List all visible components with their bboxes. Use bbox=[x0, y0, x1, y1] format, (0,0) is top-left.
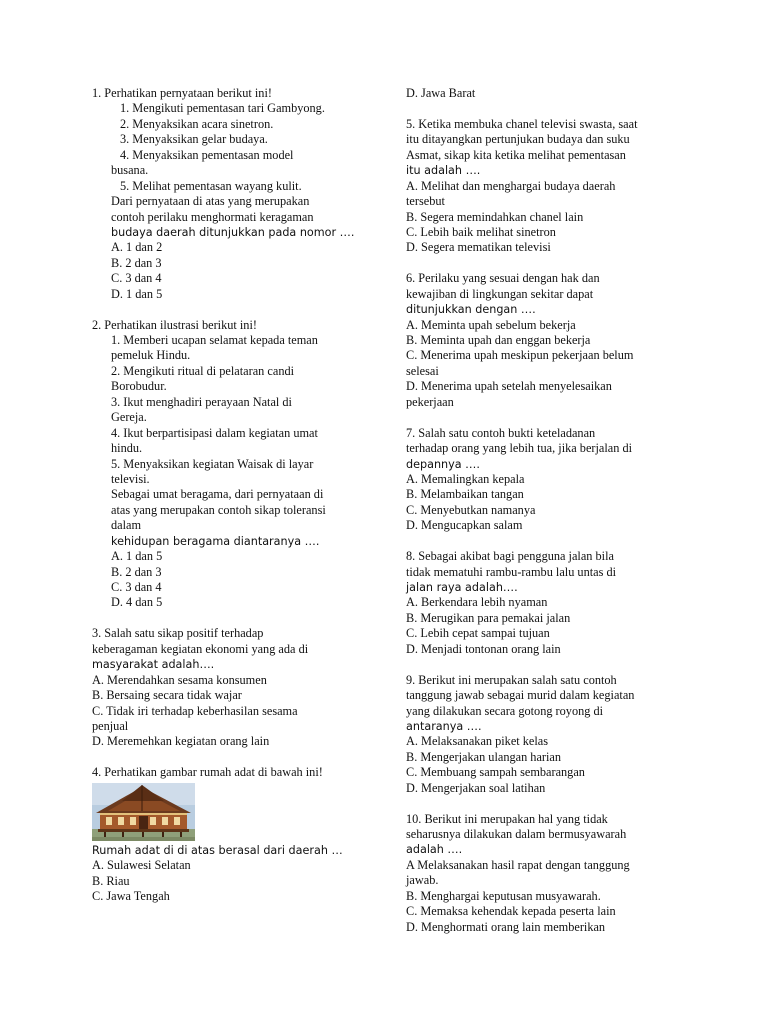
line-gap bbox=[92, 302, 392, 317]
text-line: B. Menghargai keputusan musyawarah. bbox=[406, 888, 601, 903]
text-line: B. Bersaing secara tidak wajar bbox=[92, 688, 242, 703]
text-line: hindu. bbox=[111, 441, 143, 456]
text-line: B. Segera memindahkan chanel lain bbox=[406, 209, 584, 224]
line-gap bbox=[406, 101, 706, 116]
text-line: A. Berkendara lebih nyaman bbox=[406, 595, 548, 610]
text-line: A Melaksanakan hasil rapat dengan tanggung bbox=[406, 857, 630, 872]
text-line: D. Mengucapkan salam bbox=[406, 518, 523, 533]
text-line: C. Lebih baik melihat sinetron bbox=[406, 224, 556, 239]
line-gap bbox=[92, 611, 392, 626]
text-line: D. Segera mematikan televisi bbox=[406, 240, 551, 255]
text-line: atas yang merupakan contoh sikap toleransi bbox=[111, 502, 326, 517]
rumah-adat-illustration bbox=[92, 783, 195, 841]
line-gap bbox=[406, 256, 706, 271]
text-line: 2. Menyaksikan acara sinetron. bbox=[120, 116, 274, 131]
text-line: antaranya …. bbox=[406, 719, 482, 733]
text-line: 8. Sebagai akibat bagi pengguna jalan bila bbox=[406, 549, 614, 564]
text-line: A. Melihat dan menghargai budaya daerah bbox=[406, 178, 616, 193]
text-line: A. Melaksanakan piket kelas bbox=[406, 734, 549, 749]
text-line: Asmat, sikap kita ketika melihat pementasan bbox=[406, 147, 626, 162]
text-line: jalan raya adalah…. bbox=[406, 581, 518, 594]
text-line: B. 2 dan 3 bbox=[111, 564, 162, 579]
text-line: tersebut bbox=[406, 194, 445, 209]
text-line: penjual bbox=[92, 718, 129, 733]
text-line: A. Memalingkan kepala bbox=[406, 471, 525, 486]
text-line: 9. Berikut ini merupakan salah satu contoh bbox=[406, 672, 617, 687]
text-line: selesai bbox=[406, 363, 439, 378]
text-line: 1. Perhatikan pernyataan berikut ini! bbox=[92, 86, 272, 100]
text-line: D. 4 dan 5 bbox=[111, 595, 163, 610]
text-line: D. Jawa Barat bbox=[406, 86, 476, 100]
text-line: Rumah adat di di atas berasal dari daerah … bbox=[92, 843, 343, 857]
text-line: A. Sulawesi Selatan bbox=[92, 858, 191, 873]
text-line: B. Mengerjakan ulangan harian bbox=[406, 749, 562, 764]
text-line: pemeluk Hindu. bbox=[111, 348, 191, 363]
text-line: 4. Ikut berpartisipasi dalam kegiatan umat bbox=[111, 425, 318, 440]
text-line: D. Mengerjakan soal latihan bbox=[406, 780, 546, 795]
text-line: 5. Menyaksikan kegiatan Waisak di layar bbox=[111, 456, 314, 471]
text-line: 1. Mengikuti pementasan tari Gambyong. bbox=[120, 101, 325, 116]
text-line: Dari pernyataan di atas yang merupakan bbox=[111, 194, 310, 209]
text-line: C. Membuang sampah sembarangan bbox=[406, 765, 585, 780]
text-line: C. 3 dan 4 bbox=[111, 271, 162, 286]
text-line: C. Menyebutkan namanya bbox=[406, 502, 536, 517]
text-line: 10. Berikut ini merupakan hal yang tidak bbox=[406, 811, 608, 826]
text-line: C. Lebih cepat sampai tujuan bbox=[406, 626, 550, 641]
line-gap bbox=[406, 657, 706, 672]
text-line: 3. Salah satu sikap positif terhadap bbox=[92, 626, 264, 641]
text-line: 5. Melihat pementasan wayang kulit. bbox=[120, 178, 302, 193]
text-line: D. Meremehkan kegiatan orang lain bbox=[92, 734, 270, 749]
text-line: dalam bbox=[111, 518, 142, 533]
text-line: D. Menerima upah setelah menyelesaikan bbox=[406, 379, 612, 394]
line-gap bbox=[92, 750, 392, 765]
text-line: yang dilakukan secara gotong royong di bbox=[406, 703, 604, 718]
text-line: 4. Perhatikan gambar rumah adat di bawah ini! bbox=[92, 765, 323, 780]
line-gap bbox=[406, 410, 706, 425]
text-line: Borobudur. bbox=[111, 379, 167, 394]
text-line: B. Melambaikan tangan bbox=[406, 487, 524, 502]
text-line: seharusnya dilakukan dalam bermusyawarah bbox=[406, 827, 627, 841]
text-line: C. Memaksa kehendak kepada peserta lain bbox=[406, 904, 616, 919]
text-line: 1. Memberi ucapan selamat kepada teman bbox=[111, 333, 318, 347]
text-line: depannya …. bbox=[406, 457, 480, 471]
text-line: 2. Mengikuti ritual di pelataran candi bbox=[111, 363, 295, 378]
text-line: B. Riau bbox=[92, 873, 130, 888]
text-line: kewajiban di lingkungan sekitar dapat bbox=[406, 286, 594, 301]
text-line: 3. Ikut menghadiri perayaan Natal di bbox=[111, 394, 292, 409]
text-line: keberagaman kegiatan ekonomi yang ada di bbox=[92, 641, 309, 656]
line-gap bbox=[406, 796, 706, 811]
text-line: ditunjukkan dengan …. bbox=[406, 303, 536, 317]
line-gap bbox=[406, 534, 706, 549]
text-line: C. Menerima upah meskipun pekerjaan belum bbox=[406, 348, 634, 363]
text-line: C. 3 dan 4 bbox=[111, 580, 162, 594]
text-line: tanggung jawab sebagai murid dalam kegiatan bbox=[406, 688, 635, 703]
text-line: 6. Perilaku yang sesuai dengan hak dan bbox=[406, 271, 600, 286]
text-line: A. 1 dan 5 bbox=[111, 549, 163, 564]
text-line: Gereja. bbox=[111, 410, 147, 425]
text-line: televisi. bbox=[111, 471, 150, 486]
text-line: jawab. bbox=[406, 873, 439, 888]
text-line: 7. Salah satu contoh bukti keteladanan bbox=[406, 425, 596, 440]
text-line: A. Meminta upah sebelum bekerja bbox=[406, 317, 576, 332]
text-line: kehidupan beragama diantaranya …. bbox=[111, 534, 320, 548]
text-line: C. Tidak iri terhadap keberhasilan sesama bbox=[92, 703, 298, 718]
text-line: 3. Menyaksikan gelar budaya. bbox=[120, 132, 268, 147]
text-line: D. Menjadi tontonan orang lain bbox=[406, 641, 561, 656]
text-line: A. 1 dan 2 bbox=[111, 240, 163, 255]
text-line: Sebagai umat beragama, dari pernyataan di bbox=[111, 487, 324, 502]
text-line: budaya daerah ditunjukkan pada nomor …. bbox=[111, 225, 355, 239]
text-line: 2. Perhatikan ilustrasi berikut ini! bbox=[92, 317, 257, 332]
text-line: 5. Ketika membuka chanel televisi swasta, saat bbox=[406, 116, 638, 131]
traditional-house-image bbox=[92, 781, 392, 843]
text-line: busana. bbox=[111, 163, 149, 178]
text-line: tidak mematuhi rambu-rambu lalu untas di bbox=[406, 564, 617, 579]
text-line: contoh perilaku menghormati keragaman bbox=[111, 209, 314, 224]
text-line: 4. Menyaksikan pementasan model bbox=[120, 147, 294, 162]
text-line: itu ditayangkan pertunjukan budaya dan suku bbox=[406, 132, 630, 147]
text-line: B. 2 dan 3 bbox=[111, 255, 162, 270]
right-column bbox=[406, 86, 706, 935]
text-line: D. Menghormati orang lain memberikan bbox=[406, 919, 606, 934]
text-line: A. Merendahkan sesama konsumen bbox=[92, 672, 267, 687]
text-line: pekerjaan bbox=[406, 394, 454, 409]
text-line: adalah …. bbox=[406, 843, 463, 857]
text-line: D. 1 dan 5 bbox=[111, 286, 163, 301]
text-line: B. Merugikan para pemakai jalan bbox=[406, 610, 571, 625]
text-line: terhadap orang yang lebih tua, jika berjalan di bbox=[406, 441, 633, 456]
text-line: masyarakat adalah…. bbox=[92, 658, 215, 672]
text-line: B. Meminta upah dan enggan bekerja bbox=[406, 333, 591, 347]
left-column bbox=[92, 86, 392, 904]
text-line: C. Jawa Tengah bbox=[92, 889, 170, 903]
text-line: itu adalah …. bbox=[406, 164, 481, 178]
